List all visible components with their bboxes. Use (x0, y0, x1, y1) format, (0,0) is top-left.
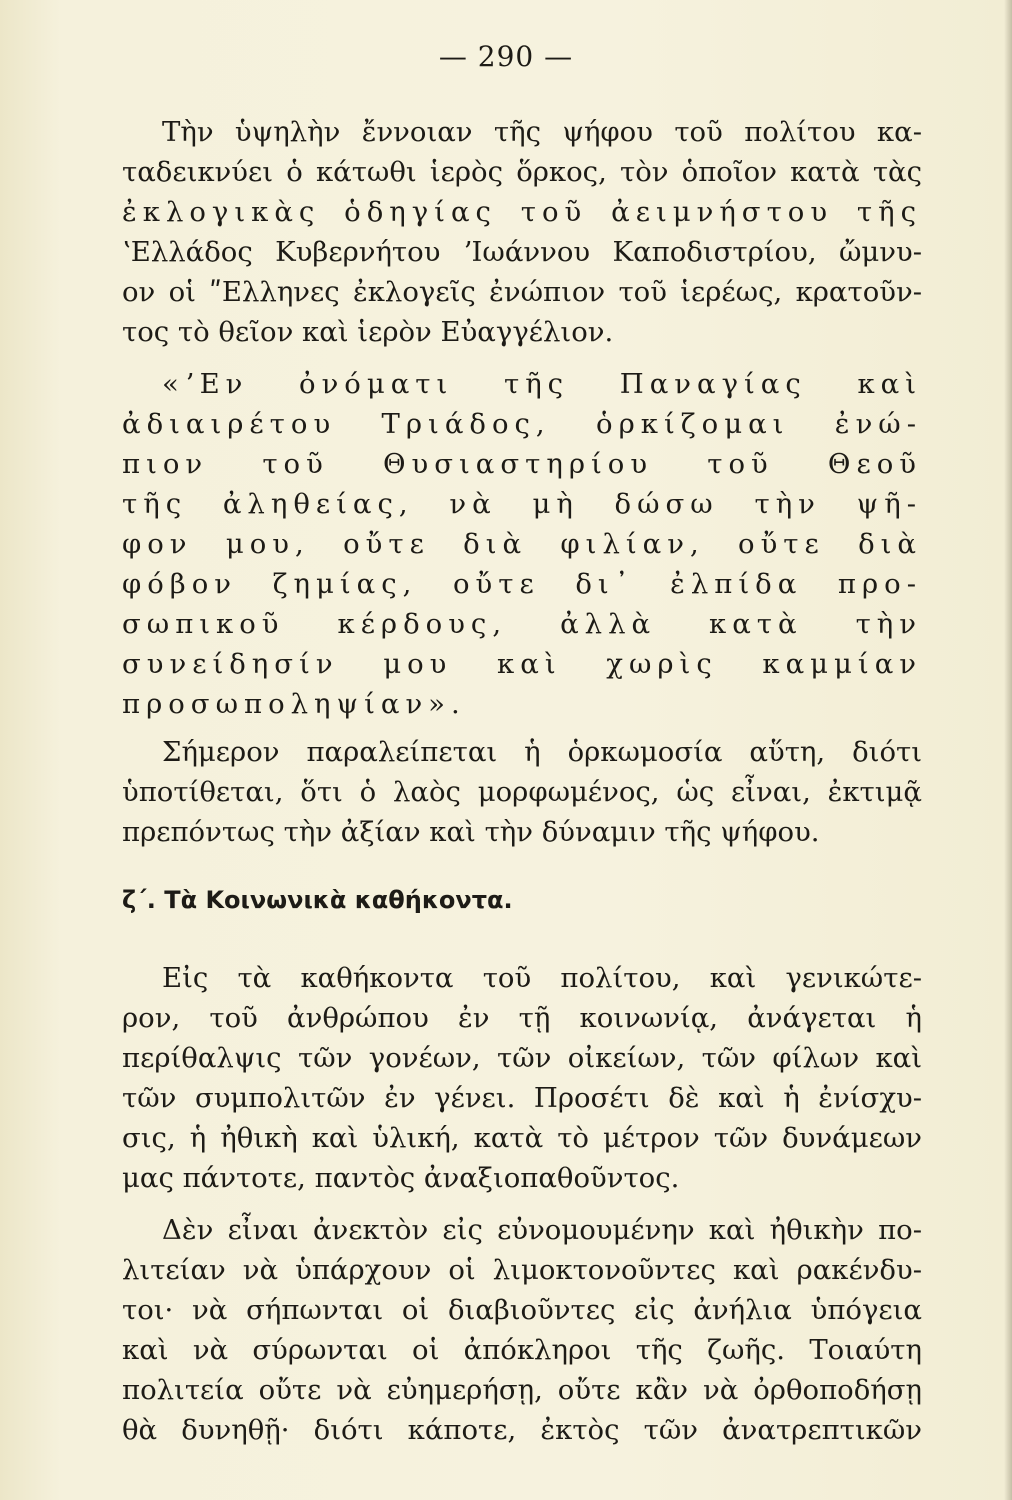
paragraph-today (122, 732, 922, 852)
text-line: Εἰς τὰ καθήκοντα τοῦ πολίτου, καὶ γενικώτε- (162, 962, 922, 994)
text-line: φόβον ζημίας, οὔτε δι᾿ ἐλπίδα προ- (122, 568, 922, 600)
text-line: μας πάντοτε, παντὸς ἀναξιοπαθοῦντος. (122, 1162, 680, 1194)
page-edge-shadow (1004, 0, 1012, 1500)
text-line: προσωποληψίαν». (122, 688, 466, 720)
text-line: λιτείαν νὰ ὑπάρχουν οἱ λιμοκτονοῦντες καὶ ρακένδυ- (122, 1254, 922, 1286)
page-number: — 290 — (438, 40, 574, 73)
text-line: τῆς ἀληθείας, νὰ μὴ δώσω τὴν ψῆ- (122, 488, 922, 520)
text-line: ον οἱ ʺΕλληνες ἐκλογεῖς ἐνώπιον τοῦ ἱερέως, κρατοῦν- (122, 276, 922, 308)
text-line: σωπικοῦ κέρδους, ἀλλὰ κατὰ τὴν (122, 608, 922, 640)
text-line: ἐκλογικὰς ὁδηγίας τοῦ ἀειμνήστου τῆς (122, 196, 922, 228)
text-line: τῶν συμπολιτῶν ἐν γένει. Προσέτι δὲ καὶ ἡ ἐνίσχυ- (122, 1082, 922, 1114)
text-line: Τὴν ὑψηλὴν ἔννοιαν τῆς ψήφου τοῦ πολίτου κα- (162, 116, 922, 148)
text-line: ἀδιαιρέτου Τριάδος, ὁρκίζομαι ἐνώ- (122, 408, 922, 440)
paragraph-state (122, 1210, 922, 1450)
text-line: πρεπόντως τὴν ἀξίαν καὶ τὴν δύναμιν τῆς ψήφου. (122, 816, 820, 848)
section-heading: ζ΄. Τὰ Κοινωνικὰ καθήκοντα. (122, 886, 513, 914)
text-line: καὶ νὰ σύρωνται οἱ ἀπόκληροι τῆς ζωῆς. Τοιαύτη (122, 1334, 922, 1366)
text-line: ὑποτίθεται, ὅτι ὁ λαὸς μορφωμένος, ὡς εἶναι, ἐκτιμᾷ (122, 776, 922, 808)
text-line: τος τὸ θεῖον καὶ ἱερὸν Εὐαγγέλιον. (122, 316, 614, 348)
text-line: περίθαλψις τῶν γονέων, τῶν οἰκείων, τῶν φίλων καὶ (122, 1042, 922, 1074)
paragraph-social-duties (122, 958, 922, 1198)
text-line: συνείδησίν μου καὶ χωρὶς καμμίαν (122, 648, 922, 680)
text-line: Σήμερον παραλείπεται ἡ ὁρκωμοσία αὕτη, διότι (162, 736, 922, 768)
text-line: ρον, τοῦ ἀνθρώπου ἐν τῇ κοινωνίᾳ, ἀνάγεται ἡ (122, 1002, 922, 1034)
text-line: Δὲν εἶναι ἀνεκτὸν εἰς εὐνομουμένην καὶ ἠθικὴν πο- (162, 1214, 922, 1246)
text-line: τοι· νὰ σήπωνται οἱ διαβιοῦντες εἰς ἀνήλια ὑπόγεια (122, 1294, 922, 1326)
text-line: φον μου, οὔτε διὰ φιλίαν, οὔτε διὰ (122, 528, 922, 560)
text-line: ʽΕλλάδος Κυβερνήτου ʼΙωάννου Καποδιστρίου, ὤμνυ- (122, 236, 922, 268)
paragraph-intro (122, 112, 922, 352)
text-line: «ʼΕν ὀνόματι τῆς Παναγίας καὶ (162, 368, 922, 400)
text-line: πιον τοῦ Θυσιαστηρίου τοῦ Θεοῦ (122, 448, 922, 480)
text-line: ταδεικνύει ὁ κάτωθι ἱερὸς ὅρκος, τὸν ὁποῖον κατὰ τὰς (122, 156, 922, 188)
text-line: πολιτεία οὔτε νὰ εὐημερήσῃ, οὔτε κἂν νὰ ὀρθοποδήσῃ (122, 1374, 922, 1406)
text-line: θὰ δυνηθῇ· διότι κάποτε, ἐκτὸς τῶν ἀνατρεπτικῶν (122, 1414, 922, 1446)
text-line: σις, ἡ ἠθικὴ καὶ ὑλική, κατὰ τὸ μέτρον τῶν δυνάμεων (122, 1122, 922, 1154)
oath-quote (122, 364, 922, 724)
